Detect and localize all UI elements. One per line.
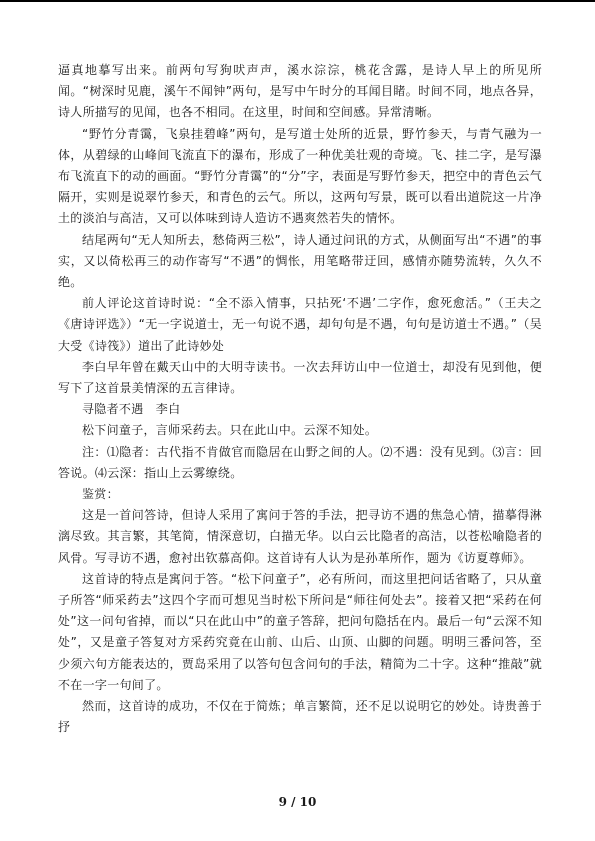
poem-notes: 注：⑴隐者：古代指不肯做官而隐居在山野之间的人。⑵不遇：没有见到。⑶言：回答说。⑷云深：指山上云雾缭绕。	[58, 444, 542, 480]
appreciation-heading: 鉴赏：	[82, 487, 119, 502]
paragraph-1: 逼真地摹写出来。前两句写狗吠声声，溪水淙淙，桃花含露，是诗人早上的所见所闻。“树深时见鹿，溪午不闻钟”两句，是写中午时分的耳闻目睹。时间不同，地点各异，诗人所描写的见闻，也各不相同。在这里，时间和空间感。异常清晰。	[58, 63, 542, 120]
paragraph-3: 结尾两句“无人知所去，愁倚两三松”，诗人通过问讯的方式，从侧面写出“不遇”的事实，又以倚松再三的动作寄写“不遇”的惆怅，用笔略带迂回，感情亦随势流转，久久不绝。	[58, 232, 542, 290]
paragraph-7: 这首诗的特点是寓问于答。“松下问童子”，必有所问，而这里把问话省略了，只从童子所答“师采药去”这四个字而可想见当时松下所问是“师往何处去”。接着又把“采药在何处”这一问句省掉，而以“只在此山中”的童子答辞，把问句隐括在内。最后一句“云深不知处”，又是童子答复对方采药究竟在山前、山后、山顶、山脚的问题。明明三番问答，至少须六句方能表达的，贾岛采用了以答句包含问句的手法，精简为二十字。这种“推敲”就不在一字一句间了。	[58, 571, 542, 692]
paragraph-8: 然而，这首诗的成功，不仅在于简炼；单言繁简，还不足以说明它的妙处。诗贵善于抒	[58, 699, 542, 735]
paragraph-2: “野竹分青霭，飞泉挂碧峰”两句，是写道士处所的近景，野竹参天，与青气融为一体，从碧绿的山峰间飞流直下的瀑布，形成了一种优美壮观的奇境。飞、挂二字，是写瀑布飞流直下的动的画面。“野竹分青霭”的“分”字，表面是写野竹参天，把空中的青色云气隔开，实则是说翠竹参天，和青色的云气。所以，这两句写景，既可以看出道院这一片净土的淡泊与高洁，又可以体味到诗人造访不遇爽然若失的情怀。	[58, 126, 542, 226]
page-number: 9 / 10	[278, 795, 317, 809]
paragraph-4: 前人评论这首诗时说：“全不添入情事，只拈死‘不遇’二字作，愈死愈活。”（王夫之《唐诗评选》）“无一字说道士，无一句说不遇，却句句是不遇，句句是访道士不遇。”（吴大受《诗筏》）道出了此诗妙处	[58, 296, 542, 353]
article-body	[58, 60, 542, 739]
poem-title: 寻隐者不遇 李白	[82, 402, 181, 417]
top-rule	[0, 0, 595, 2]
paragraph-6: 这是一首问答诗，但诗人采用了寓问于答的手法，把寻访不遇的焦急心情，描摹得淋漓尽致。其言繁，其笔简，情深意切，白描无华。以白云比隐者的高洁，以苍松喻隐者的风骨。写寻访不遇，愈衬出钦慕高仰。这首诗有人认为是孙革所作，题为《访夏尊师》。	[58, 508, 542, 565]
paragraph-5: 李白早年曾在戴天山中的大明寺读书。一次去拜访山中一位道士，却没有见到他，便写下了这首景美情深的五言律诗。	[58, 359, 542, 396]
poem-text: 松下问童子，言师采药去。只在此山中。云深不知处。	[82, 423, 378, 438]
